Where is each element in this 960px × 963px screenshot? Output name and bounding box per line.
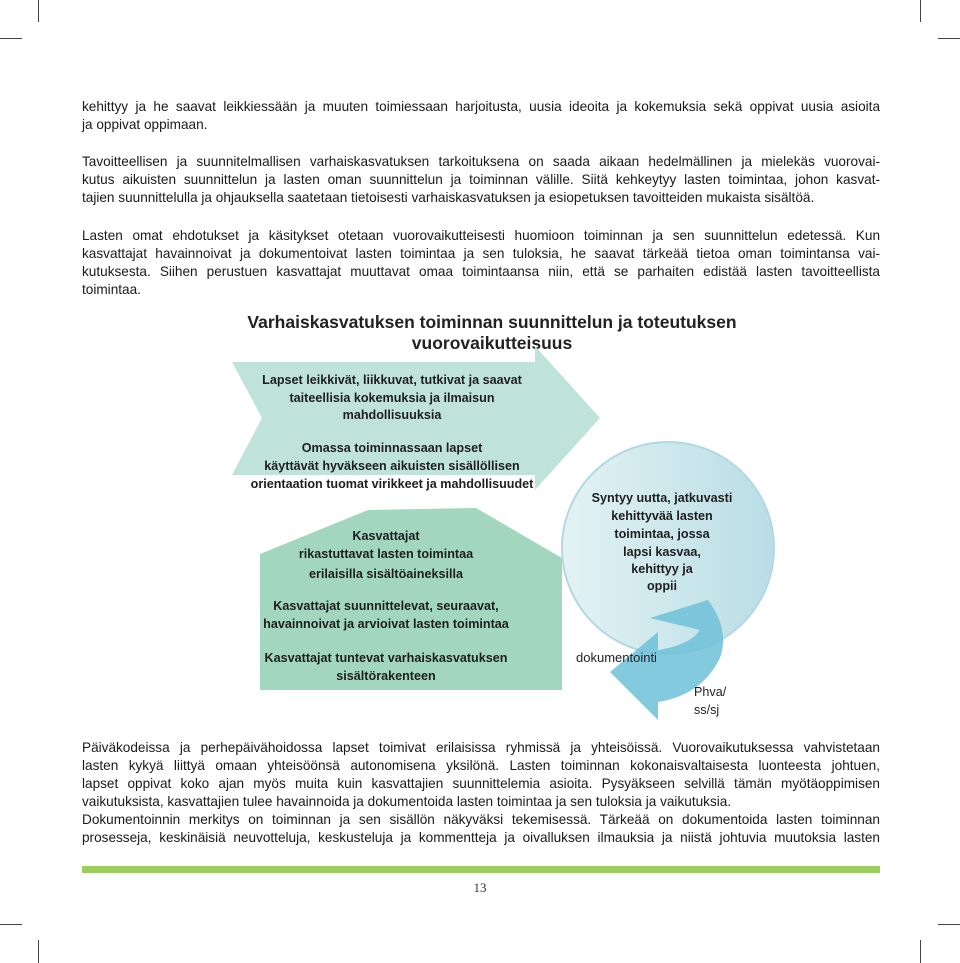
text-line: lapset oppivat koko ajan myös muita kuin kasvattajien suunnittelemia asioita. Pysyäkseen selvillä tämän myötäoppimisen — [82, 776, 880, 791]
text-line: tajien suunnittelulla ja ohjauksella saatetaan tietoisesti varhaiskasvatuksen ja esiopetuksen tavoitteiden mukaista sisältöä. — [82, 190, 815, 205]
crop-mark — [920, 940, 921, 963]
interaction-diagram — [200, 300, 800, 730]
house-text-line: sisältörakenteen — [336, 669, 436, 683]
credit-text: ss/sj — [694, 703, 720, 717]
house-text-line: Kasvattajat — [352, 529, 420, 543]
crop-mark — [0, 38, 22, 39]
house-text-line: erilaisilla sisältöaineksilla — [308, 567, 464, 581]
paragraph-intro — [82, 98, 880, 134]
circle-text-line: toimintaa, jossa — [614, 527, 710, 541]
arrow-text-line: mahdollisuuksia — [342, 408, 442, 422]
text-line: prosesseja, keskinäisiä neuvotteluja, keskusteluja ja kommentteja ja oivalluksen ilmauksia ja niistä johtuvia muutoksia lasten — [82, 830, 880, 845]
crop-mark — [38, 940, 39, 963]
circle-text-line: lapsi kasvaa, — [623, 545, 701, 559]
arrow-text-line: Omassa toiminnassaan lapset — [301, 441, 483, 455]
crop-mark — [920, 0, 921, 22]
text-line: kehittyy ja he saavat leikkiessään ja muuten toimiessaan harjoitusta, uusia ideoita ja kokemuksia sekä oppivat uusia asioita — [82, 99, 880, 114]
diagram-title: Varhaiskasvatuksen toiminnan suunnittelun ja toteutuksen — [247, 312, 737, 332]
text-line: toimintaa. — [82, 282, 141, 297]
text-line: kutuksesta. Siihen perustuen kasvattajat muuttavat omaa toimintaansa niin, että se parhaiten edistää lasten tavoitteellista — [82, 264, 880, 279]
arrow-text-line: orientaation tuomat virikkeet ja mahdollisuudet — [250, 477, 534, 491]
paragraph-groups — [82, 739, 880, 847]
documentation-label: dokumentointi — [576, 650, 657, 665]
crop-mark — [38, 0, 39, 22]
house-text-line: Kasvattajat suunnittelevat, seuraavat, — [273, 599, 499, 613]
page-number: 13 — [473, 880, 487, 895]
circle-text-line: kehittyy ja — [631, 562, 693, 576]
circle-text-line: kehittyvää lasten — [611, 509, 713, 523]
crop-mark — [938, 38, 960, 39]
footer-bar — [82, 866, 880, 873]
circle-text-line: oppii — [646, 579, 678, 593]
text-line: kasvattajat havainnoivat ja dokumentoivat lasten toimintaa ja sen tuloksia, he saavat tärkeää tietoa oman toimintansa vai- — [82, 246, 880, 261]
arrow-text-line: Lapset leikkivät, liikkuvat, tutkivat ja saavat — [262, 373, 522, 387]
text-line: lasten kykyä liittyä omaan yhteisöönsä autonomisena yksilönä. Lasten toiminnan kokonaisvaltaisesta luonteesta johtuen, — [82, 758, 880, 773]
text-line: Päiväkodeissa ja perhepäivähoidossa lapset toimivat erilaisissa ryhmissä ja yhteisöissä. Vuorovaikutuksessa vahvistetaan — [82, 740, 880, 755]
text-line: Lasten omat ehdotukset ja käsitykset otetaan vuorovaikutteisesti huomioon toiminnan ja sen suunnittelun edetessä. Kun — [82, 228, 880, 243]
arrow-text-line: käyttävät hyväkseen aikuisten sisällöllisen — [264, 459, 520, 473]
arrow-text-line: taiteellisia kokemuksia ja ilmaisun — [289, 391, 495, 405]
text-line: vaikutuksista, kasvattajien tulee havainnoida ja dokumentoida lasten toimintaa ja sen tuloksia ja vaikutuksia. — [82, 794, 732, 809]
house-text-line: Kasvattajat tuntevat varhaiskasvatuksen — [264, 651, 508, 665]
text-line: ja oppivat oppimaan. — [82, 117, 208, 132]
house-text-line: rikastuttavat lasten toimintaa — [298, 547, 474, 561]
house-text-line: havainnoivat ja arvioivat lasten toimintaa — [263, 617, 509, 631]
diagram-title: vuorovaikutteisuus — [411, 333, 573, 353]
crop-mark — [938, 924, 960, 925]
credit-text: Phva/ — [694, 685, 727, 699]
crop-mark — [0, 924, 22, 925]
text-line: Dokumentoinnin merkitys on toiminnan ja sen sisällön näkyväksi tekemisessä. Tärkeää on dokumentoida lasten toiminnan — [82, 812, 880, 827]
paragraph-goal — [82, 153, 880, 207]
text-line: Tavoitteellisen ja suunnitelmallisen varhaiskasvatuksen tarkoituksena on saada aikaan hedelmällinen ja mielekäs vuorovai- — [82, 154, 880, 169]
text-line: kutus aikuisten suunnittelun ja lasten oman suunnittelun ja toiminnan välille. Siitä kehkeytyy lasten toimintaa, johon kasvat- — [82, 172, 880, 187]
paragraph-interaction — [82, 227, 880, 299]
circle-text-line: Syntyy uutta, jatkuvasti — [591, 491, 733, 505]
